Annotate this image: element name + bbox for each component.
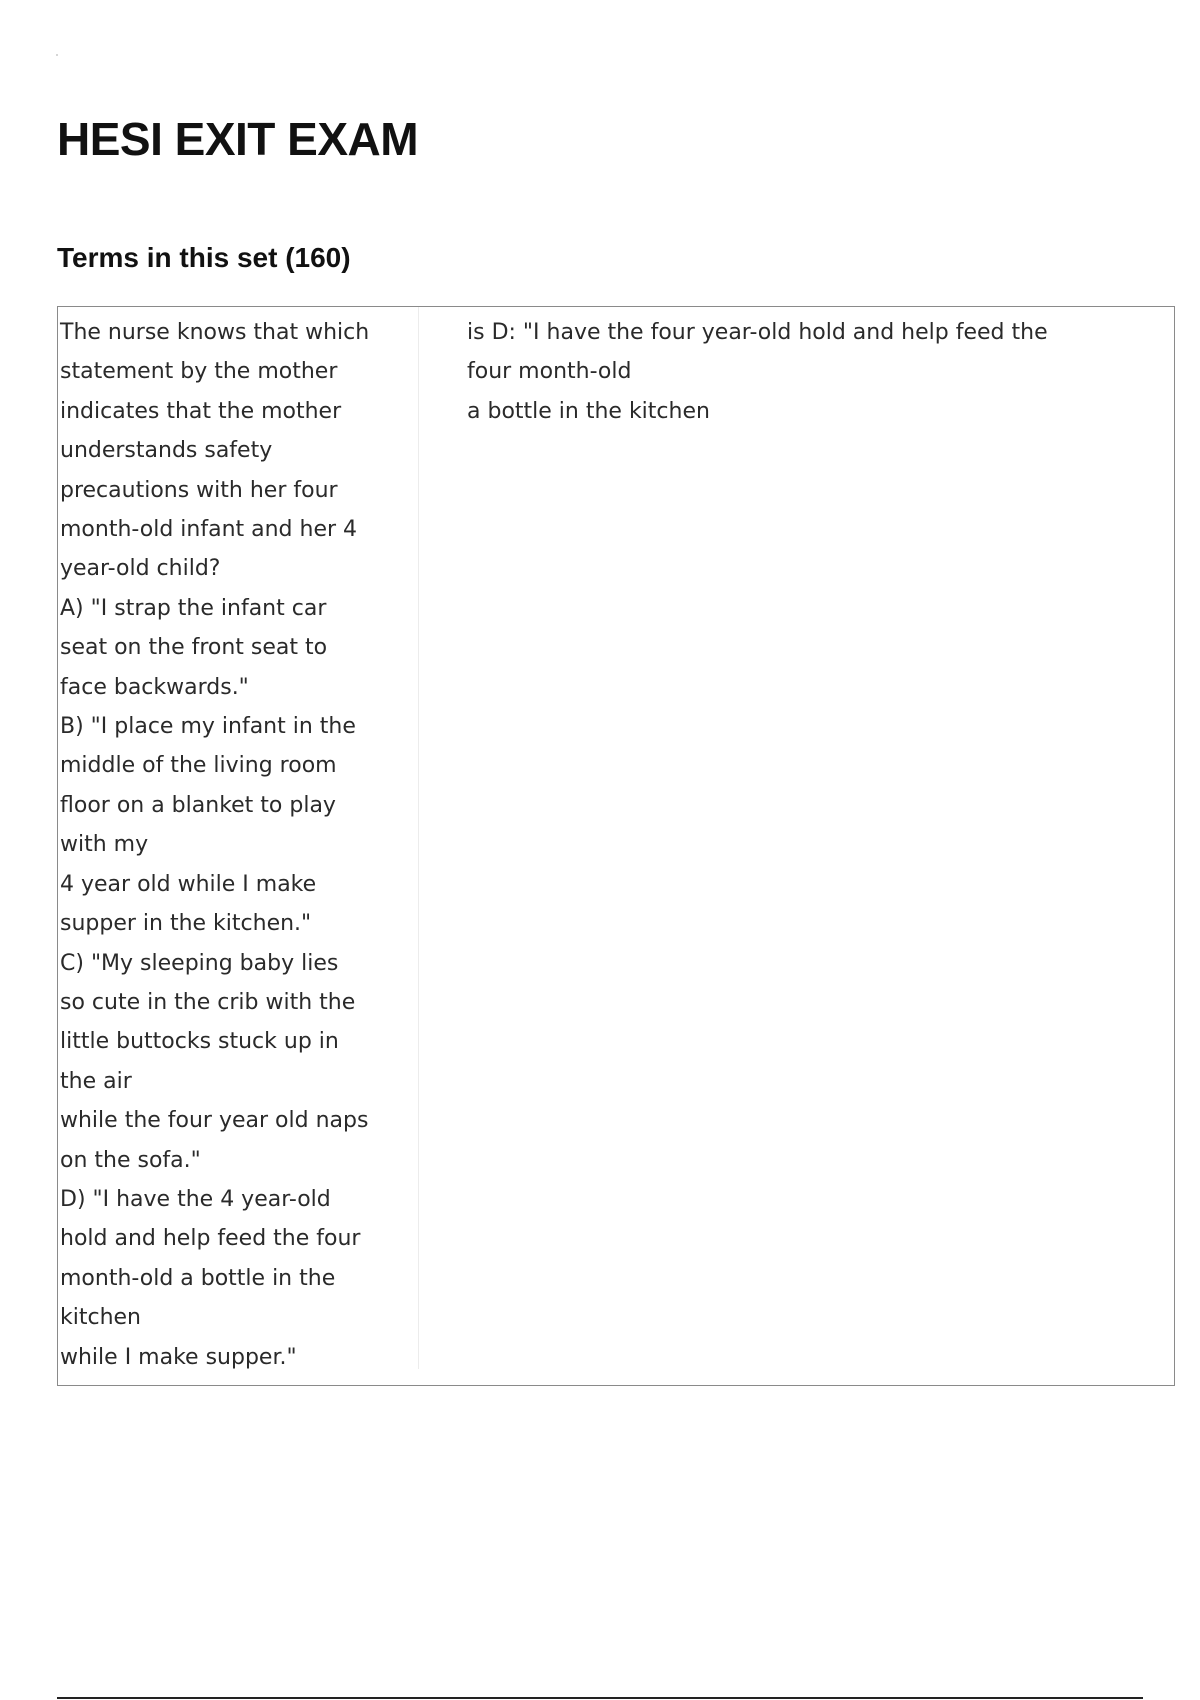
definition-text-line: is D: "I have the four year-old hold and help feed the: [467, 320, 1048, 345]
term-text-line: statement by the mother: [60, 359, 338, 385]
term-text-line: face backwards.": [60, 674, 249, 700]
term-text-line: 4 year old while I make: [60, 871, 317, 897]
term-text-line: little buttocks stuck up in: [60, 1029, 339, 1055]
term-column: [58, 307, 394, 1385]
term-text-line: month-old a bottle in the: [60, 1265, 336, 1291]
term-text-line: floor on a blanket to play: [60, 792, 336, 818]
term-text-line: while I make supper.": [60, 1344, 297, 1370]
term-text-line: supper in the kitchen.": [60, 911, 312, 937]
footer-divider: [57, 1697, 1143, 1699]
page-speck: [56, 54, 58, 56]
term-text-line: middle of the living room: [60, 753, 337, 779]
term-text-line: D) "I have the 4 year-old: [60, 1186, 331, 1212]
term-text-line: precautions with her four: [60, 477, 338, 503]
term-text-line: indicates that the mother: [60, 398, 342, 424]
term-text-line: hold and help feed the four: [60, 1226, 361, 1252]
term-text-line: on the sofa.": [60, 1147, 201, 1173]
document-title: HESI EXIT EXAM: [57, 113, 419, 165]
term-text-line: while the four year old naps: [60, 1108, 369, 1134]
term-text-line: C) "My sleeping baby lies: [60, 950, 339, 976]
definition-text-line: four month-old: [467, 359, 632, 385]
term-text-line: seat on the front seat to: [60, 635, 328, 661]
term-text-line: with my: [60, 832, 149, 858]
term-text-line: B) "I place my infant in the: [60, 714, 356, 740]
terms-count-heading: Terms in this set (160): [57, 242, 351, 273]
term-text-line: understands safety: [60, 438, 273, 464]
term-text-line: The nurse knows that which: [60, 320, 370, 345]
term-text-line: so cute in the crib with the: [60, 989, 356, 1015]
term-text-line: kitchen: [60, 1305, 141, 1331]
flashcard-table: [57, 306, 1175, 1386]
definition-text-line: a bottle in the kitchen: [467, 398, 710, 424]
term-text-line: A) "I strap the infant car: [60, 595, 327, 621]
definition-column: [419, 307, 1174, 1385]
term-text-line: month-old infant and her 4: [60, 517, 358, 543]
term-text-line: year-old child?: [60, 556, 221, 582]
term-text-line: the air: [60, 1068, 132, 1094]
